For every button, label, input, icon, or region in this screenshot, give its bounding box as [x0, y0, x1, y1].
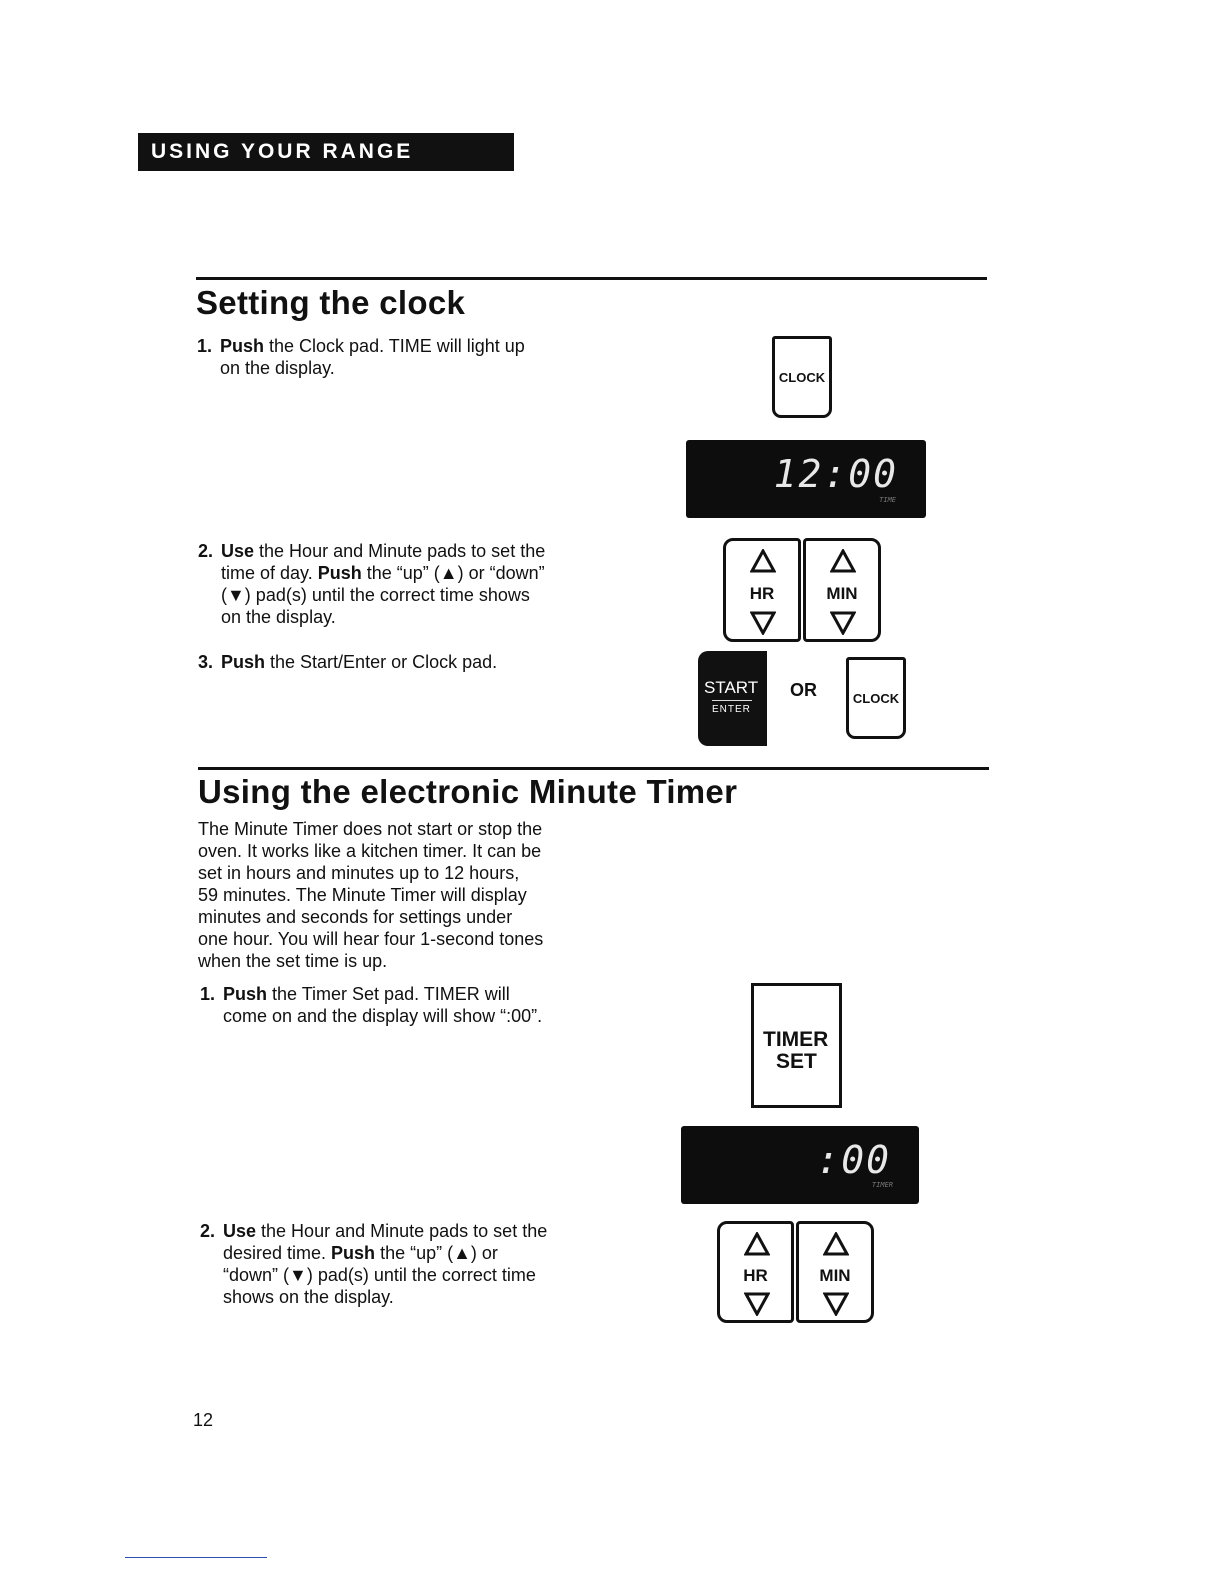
minute-pad[interactable]: [796, 1221, 874, 1323]
display-indicator: TIMER: [871, 1181, 893, 1189]
clock-step-3: [198, 651, 618, 673]
timer-section-title: Using the electronic Minute Timer: [198, 773, 738, 810]
step-text: come on and the display will show “:00”.: [223, 1006, 543, 1026]
timer-intro: [198, 818, 598, 972]
intro-line: set in hours and minutes up to 12 hours,: [198, 863, 520, 883]
down-arrow-icon[interactable]: [830, 611, 856, 635]
timer-step-1: [200, 983, 620, 1027]
intro-line: 59 minutes. The Minute Timer will display: [198, 885, 527, 905]
display-time: 12:00: [773, 452, 898, 496]
or-label: OR: [790, 680, 817, 700]
step-text: on the display.: [220, 358, 335, 378]
page-number: 12: [193, 1410, 214, 1430]
timer-display: [681, 1126, 919, 1204]
step-text: the “up” (▲) or “down”: [361, 563, 545, 583]
step-verb: Push: [223, 984, 268, 1004]
step-number: 2.: [200, 1221, 216, 1241]
start-underline: [712, 700, 752, 701]
display-time: :00: [816, 1138, 891, 1182]
minute-pad-label: MIN: [826, 584, 858, 603]
step-text: the Timer Set pad. TIMER will: [267, 984, 510, 1004]
step-verb: Push: [221, 652, 266, 672]
timer-pad-line2: SET: [776, 1050, 817, 1073]
clock-pad-label: CLOCK: [778, 369, 826, 385]
step-text: “down” (▼) pad(s) until the correct time: [223, 1265, 536, 1285]
intro-line: one hour. You will hear four 1-second tones: [198, 929, 544, 949]
minute-pad-label: MIN: [819, 1266, 851, 1285]
intro-line: minutes and seconds for settings under: [198, 907, 513, 927]
clock-pad-2[interactable]: [846, 657, 906, 739]
start-label: START: [704, 678, 759, 697]
enter-label: ENTER: [712, 704, 751, 715]
step-text: time of day.: [221, 563, 318, 583]
up-arrow-icon[interactable]: [823, 1232, 849, 1256]
step-text: shows on the display.: [223, 1287, 394, 1307]
clock-step-1: [197, 335, 597, 379]
step-text: the “up” (▲) or: [375, 1243, 498, 1263]
up-arrow-icon[interactable]: [744, 1232, 770, 1256]
down-arrow-icon[interactable]: [750, 611, 776, 635]
clock-step-2: [198, 540, 618, 628]
step-number: 1.: [197, 336, 213, 356]
display-indicator: TIME: [879, 496, 896, 504]
intro-line: oven. It works like a kitchen timer. It can be: [198, 841, 542, 861]
intro-line: when the set time is up.: [198, 951, 388, 971]
start-enter-pad[interactable]: [698, 651, 767, 746]
section-banner: USING YOUR RANGE: [138, 133, 514, 171]
hour-pad[interactable]: [723, 538, 801, 642]
step-text: (▼) pad(s) until the correct time shows: [221, 585, 530, 605]
step-number: 3.: [198, 652, 214, 672]
step-text: on the display.: [221, 607, 336, 627]
step-text: the Clock pad. TIME will light up: [264, 336, 525, 356]
down-arrow-icon[interactable]: [823, 1292, 849, 1316]
hour-pad-label: HR: [749, 584, 775, 603]
step-text: desired time.: [223, 1243, 332, 1263]
clock-display: [686, 440, 926, 518]
up-arrow-icon[interactable]: [830, 549, 856, 573]
step-verb: Push: [331, 1243, 376, 1263]
clock-pad-label: CLOCK: [852, 690, 900, 706]
timer-step-2: [200, 1220, 620, 1308]
minute-pad[interactable]: [803, 538, 881, 642]
step-verb: Push: [317, 563, 362, 583]
footer-divider: [125, 1557, 267, 1558]
step-verb: Use: [221, 541, 255, 561]
section-rule: [198, 767, 989, 770]
timer-set-pad[interactable]: [751, 983, 842, 1108]
timer-pad-line1: TIMER: [763, 1028, 829, 1051]
hour-pad-label: HR: [743, 1266, 768, 1285]
up-arrow-icon[interactable]: [750, 549, 776, 573]
step-text: the Hour and Minute pads to set the: [254, 541, 546, 561]
intro-line: The Minute Timer does not start or stop the: [198, 819, 543, 839]
clock-pad[interactable]: [772, 336, 832, 418]
section-rule: [196, 277, 987, 280]
step-verb: Push: [220, 336, 265, 356]
clock-section-title: Setting the clock: [196, 284, 466, 321]
step-number: 2.: [198, 541, 214, 561]
step-number: 1.: [200, 984, 216, 1004]
step-verb: Use: [223, 1221, 257, 1241]
step-text: the Hour and Minute pads to set the: [256, 1221, 548, 1241]
hour-pad[interactable]: [717, 1221, 794, 1323]
down-arrow-icon[interactable]: [744, 1292, 770, 1316]
step-text: the Start/Enter or Clock pad.: [265, 652, 498, 672]
